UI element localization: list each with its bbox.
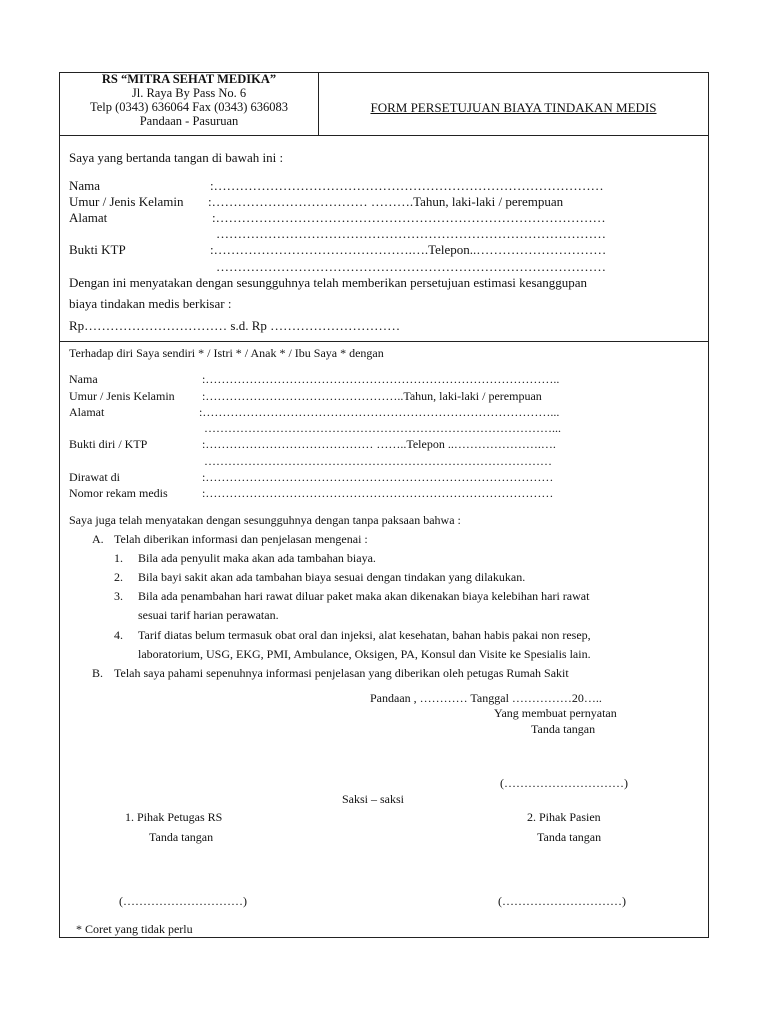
amount-line[interactable]: Rp…………………………… s.d. Rp ………………………… — [69, 318, 401, 333]
field-label-ktp: Bukti KTP — [69, 242, 126, 257]
witness2-label: 2. Pihak Pasien — [527, 810, 601, 824]
field-fill-umur[interactable]: :……………………………… ……….Tahun, laki-laki / perempuan — [208, 194, 564, 209]
header-divider — [59, 135, 709, 136]
sub-item-1: Bila ada penyulit maka akan ada tambahan biaya. — [138, 551, 376, 565]
patient-label-umur: Umur / Jenis Kelamin — [69, 389, 175, 403]
patient-fill-umur[interactable]: :…………………………………………..Tahun, laki-laki / perempuan — [202, 389, 542, 403]
field-label-nama: Nama — [69, 178, 101, 193]
patient-label-ktp: Bukti diri / KTP — [69, 437, 148, 451]
patient-label-dirawat: Dirawat di — [69, 470, 120, 484]
item-b-text: Telah saya pahami sepenuhnya informasi penjelasan yang diberikan oleh petugas Rumah Sakit — [114, 666, 569, 680]
sub-item-3: Bila ada penambahan hari rawat diluar paket maka akan dikenakan biaya kelebihan hari rawat — [138, 589, 590, 603]
sub-item-4: Tarif diatas belum termasuk obat oral dan injeksi, alat kesehatan, bahan habis pakai non resep, — [138, 628, 591, 642]
item-a-text: Telah diberikan informasi dan penjelasan mengenai : — [114, 532, 368, 546]
sub-item-4-marker: 4. — [114, 628, 123, 642]
sub-item-2: Bila bayi sakit akan ada tambahan biaya sesuai dengan tindakan yang dilakukan. — [138, 570, 526, 584]
patient-fill-ktp-2[interactable]: …………………………………………………………………………… — [204, 454, 552, 468]
patient-label-alamat: Alamat — [69, 405, 105, 419]
hospital-name: RS “MITRA SEHAT MEDIKA” — [101, 72, 277, 86]
section2-intro: Terhadap diri Saya sendiri * / Istri * / Anak * / Ibu Saya * dengan — [69, 346, 384, 360]
patient-fill-alamat[interactable]: :……………………………………………………………………………... — [199, 405, 560, 419]
form-title: FORM PERSETUJUAN BIAYA TINDAKAN MEDIS — [370, 100, 657, 115]
patient-fill-alamat-2[interactable]: ……………………………………………………………………………... — [204, 421, 561, 435]
maker-label: Yang membuat pernyatan — [494, 706, 617, 720]
field-fill-ktp-2[interactable]: ……………………………………………………………………………… — [216, 259, 606, 274]
witness2-sign-blank[interactable]: (…………………………) — [498, 894, 626, 908]
field-label-alamat: Alamat — [69, 210, 108, 225]
field-fill-alamat-2[interactable]: ……………………………………………………………………………… — [216, 226, 606, 241]
statement-line2: biaya tindakan medis berkisar : — [69, 296, 232, 311]
place-date[interactable]: Pandaan , ………… Tanggal ……………20….. — [370, 691, 602, 705]
maker-sign-label: Tanda tangan — [531, 722, 596, 736]
hospital-phone: Telp (0343) 636064 Fax (0343) 636083 — [89, 100, 289, 114]
patient-fill-nama[interactable]: :…………………………………………………………………………….. — [202, 372, 560, 386]
sub-item-3-cont: sesuai tarif harian perawatan. — [138, 608, 279, 622]
footnote: * Coret yang tidak perlu — [76, 922, 193, 936]
witnesses-label: Saksi – saksi — [342, 792, 405, 806]
statement-line1: Dengan ini menyatakan dengan sesungguhnya telah memberikan persetujuan estimasi kesanggupan — [69, 275, 588, 290]
patient-fill-ktp[interactable]: :…………………………………… ……..Telepon ..………………….…. — [202, 437, 556, 451]
section-divider — [59, 341, 709, 342]
sub-item-4-cont: laboratorium, USG, EKG, PMI, Ambulance, Oksigen, PA, Konsul dan Visite ke Spesialis lain. — [138, 647, 591, 661]
item-a-marker: A. — [92, 532, 104, 546]
patient-label-nama: Nama — [69, 372, 98, 386]
witness2-sign-label: Tanda tangan — [537, 830, 602, 844]
sub-item-3-marker: 3. — [114, 589, 123, 603]
field-fill-alamat[interactable]: :……………………………………………………………………………… — [212, 210, 606, 225]
sub-item-1-marker: 1. — [114, 551, 123, 565]
patient-fill-dirawat[interactable]: :…………………………………………………………………………… — [202, 470, 554, 484]
field-fill-nama[interactable]: :……………………………………………………………………………… — [210, 178, 604, 193]
witness1-label: 1. Pihak Petugas RS — [125, 810, 223, 824]
declaration-text: Saya juga telah menyatakan dengan sesungguhnya dengan tanpa paksaan bahwa : — [69, 513, 461, 527]
field-fill-ktp[interactable]: :……………………………………….….Telepon..………………………… — [210, 242, 607, 257]
patient-label-rekam-medis: Nomor rekam medis — [69, 486, 168, 500]
sub-item-2-marker: 2. — [114, 570, 123, 584]
hospital-city: Pandaan - Pasuruan — [139, 114, 239, 128]
field-label-umur: Umur / Jenis Kelamin — [69, 194, 184, 209]
patient-fill-rekam-medis[interactable]: :…………………………………………………………………………… — [202, 486, 554, 500]
witness1-sign-blank[interactable]: (…………………………) — [119, 894, 247, 908]
section1-intro: Saya yang bertanda tangan di bawah ini : — [69, 150, 284, 165]
witness1-sign-label: Tanda tangan — [149, 830, 214, 844]
maker-sign-blank[interactable]: (…………………………) — [500, 776, 628, 790]
hospital-address: Jl. Raya By Pass No. 6 — [131, 86, 247, 100]
item-b-marker: B. — [92, 666, 104, 680]
